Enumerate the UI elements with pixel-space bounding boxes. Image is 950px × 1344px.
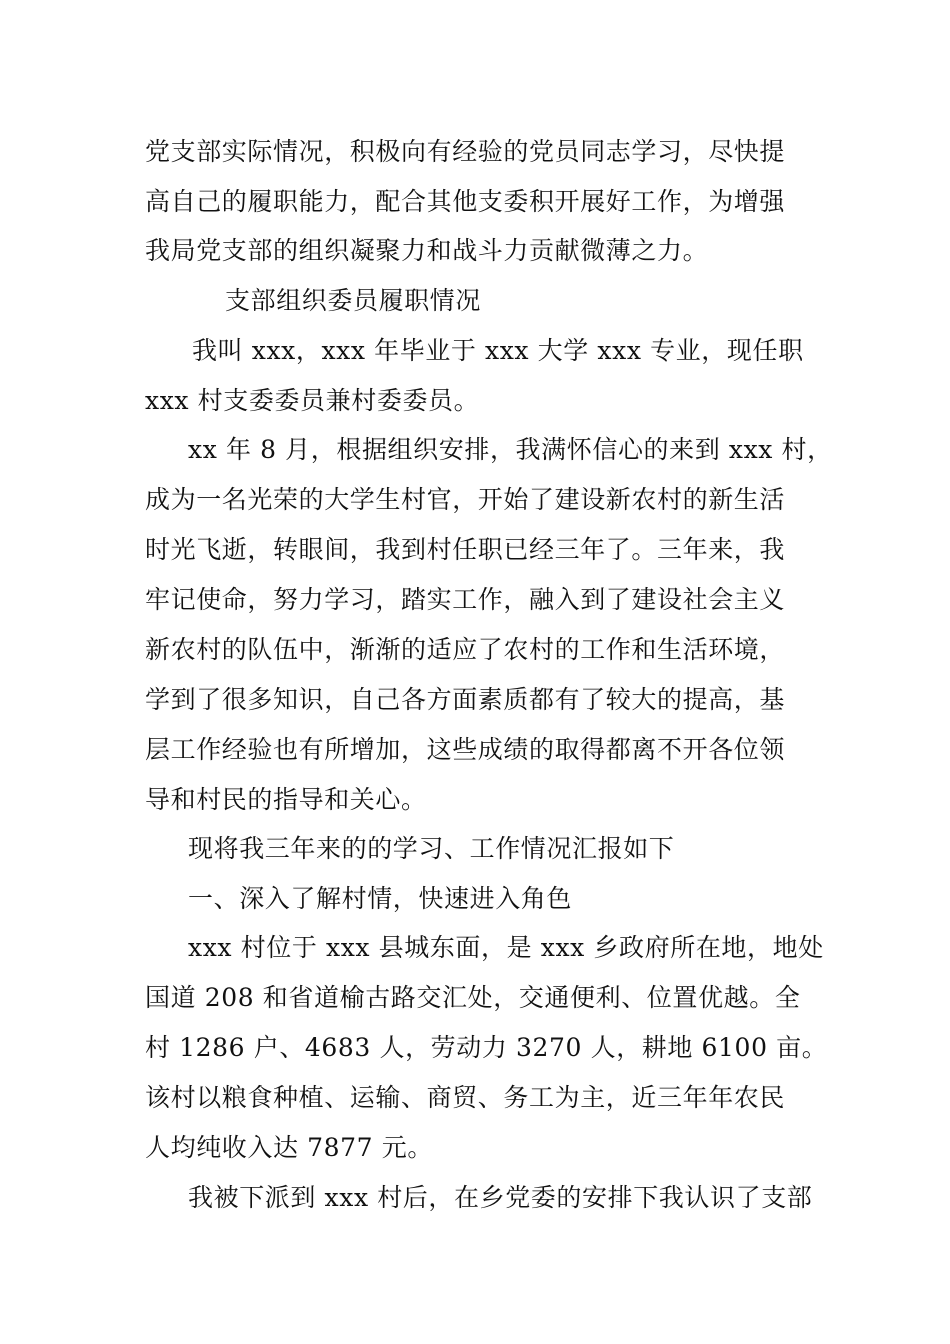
paragraph-line: xx 年 8 月，根据组织安排，我满怀信心的来到 xxx 村， [188,435,833,464]
paragraph-line: 人均纯收入达 7877 元。 [145,1133,433,1162]
paragraph-line: 我局党支部的组织凝聚力和战斗力贡献微薄之力。 [145,236,709,265]
paragraph-line: 成为一名光荣的大学生村官，开始了建设新农村的新生活 [145,485,786,514]
paragraph-line: 时光飞逝，转眼间，我到村任职已经三年了。三年来，我 [145,535,786,564]
paragraph-line: 导和村民的指导和关心。 [145,785,427,814]
paragraph-line: 新农村的队伍中，渐渐的适应了农村的工作和生活环境， [145,635,786,664]
paragraph-line: xxx 村支委委员兼村委委员。 [145,386,480,415]
paragraph-line: 学到了很多知识，自己各方面素质都有了较大的提高，基 [145,685,786,714]
paragraph-line: 我被下派到 xxx 村后，在乡党委的安排下我认识了支部 [188,1183,813,1212]
section-heading: 支部组织委员履职情况 [225,286,482,315]
paragraph-line: 牢记使命，努力学习，踏实工作，融入到了建设社会主义 [145,585,786,614]
paragraph-line: 高自己的履职能力，配合其他支委积开展好工作，为增强 [145,187,786,216]
paragraph-line: 现将我三年来的的学习、工作情况汇报如下 [188,834,675,863]
paragraph-line: xxx 村位于 xxx 县城东面，是 xxx 乡政府所在地，地处 [188,933,824,962]
section-heading: 一、深入了解村情，快速进入角色 [188,884,573,913]
paragraph-line: 我叫 xxx，xxx 年毕业于 xxx 大学 xxx 专业，现任职 [192,336,804,365]
paragraph-line: 层工作经验也有所增加，这些成绩的取得都离不开各位领 [145,735,786,764]
paragraph-line: 村 1286 户、4683 人，劳动力 3270 人，耕地 6100 亩。 [145,1033,828,1062]
paragraph-line: 党支部实际情况，积极向有经验的党员同志学习，尽快提 [145,137,786,166]
paragraph-line: 国道 208 和省道榆古路交汇处，交通便利、位置优越。全 [145,983,801,1012]
paragraph-line: 该村以粮食种植、运输、商贸、务工为主，近三年年农民 [145,1083,786,1112]
